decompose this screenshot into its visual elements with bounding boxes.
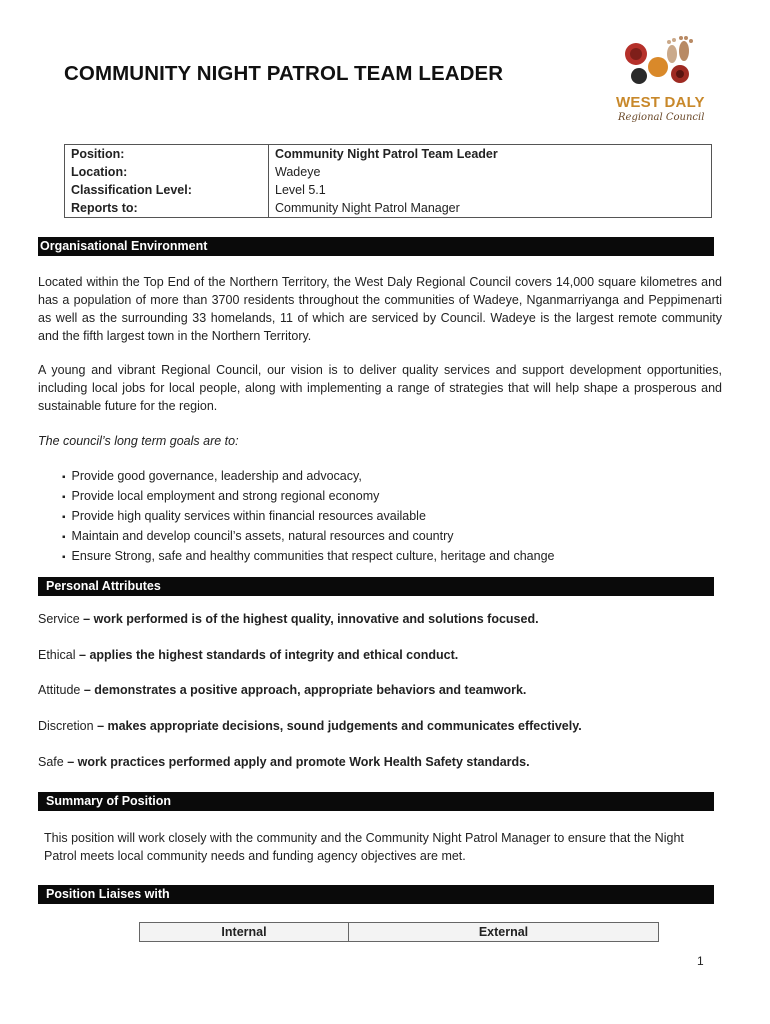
detail-value: Wadeye [269,163,712,181]
goals-list [62,467,554,567]
list-item: ▪ Provide high quality services within financial resources available [62,507,554,527]
attribute-attitude [38,683,526,697]
table-row [65,163,712,181]
detail-label: Location: [65,163,269,181]
table-row [140,923,659,942]
attribute-term: Service [38,612,80,626]
table-row [65,181,712,199]
detail-value: Community Night Patrol Team Leader [269,145,712,164]
attribute-desc: – work practices performed apply and promote Work Health Safety standards. [67,755,530,769]
attribute-desc: – makes appropriate decisions, sound judgements and communicates effectively. [97,719,582,733]
footprints-logo-icon [618,34,698,96]
attribute-safe [38,755,530,769]
page-number: 1 [697,954,704,968]
section-header-personal-attributes [38,577,714,596]
list-item: ▪ Provide local employment and strong regional economy [62,487,554,507]
detail-value: Community Night Patrol Manager [269,199,712,218]
attribute-term: Ethical [38,648,76,662]
org-paragraph-1: Located within the Top End of the Northern Territory, the West Daly Regional Council covers 14,000 square kilometres and has a population of more than 3700 residents throughout the communities of Wadeye, Nganmarriyanga and Peppimenarti as well as the surrounding 33 homelands, 11 of which are serviced by Council. Wadeye is the largest remote community and the fifth largest town in the Northern Territory. [38,275,722,343]
attribute-desc: – applies the highest standards of integrity and ethical conduct. [79,648,459,662]
attribute-desc: – demonstrates a positive approach, appropriate behaviors and teamwork. [83,683,527,697]
council-logo [606,34,710,126]
attribute-term: Discretion [38,719,94,733]
section-header-summary [38,792,714,811]
list-item: ▪ Maintain and develop council’s assets, natural resources and country [62,527,554,547]
detail-label: Classification Level: [65,181,269,199]
summary-text: This position will work closely with the community and the Community Night Patrol Manager to ensure that the Night Patrol meets local community needs and funding agency objectives are met. [44,831,684,863]
attribute-ethical [38,648,458,662]
section-title: Position Liaises with [46,887,170,901]
list-item: ▪ Provide good governance, leadership and advocacy, [62,467,554,487]
section-title: Organisational Environment [40,239,208,253]
detail-value: Level 5.1 [269,181,712,199]
section-header-liaises [38,885,714,904]
section-title: Summary of Position [46,794,172,808]
table-row [65,199,712,218]
position-details-table [64,144,712,218]
attribute-discretion [38,719,582,733]
column-header-external: External [349,923,659,942]
list-item: ▪ Ensure Strong, safe and healthy communities that respect culture, heritage and change [62,547,554,567]
goals-intro: The council’s long term goals are to: [38,434,239,448]
attribute-desc: – work performed is of the highest quality, innovative and solutions focused. [83,612,539,626]
column-header-internal: Internal [140,923,349,942]
page-title: COMMUNITY NIGHT PATROL TEAM LEADER [64,62,504,85]
logo-name: WEST DALY [616,94,705,111]
attribute-term: Safe [38,755,64,769]
logo-subtitle: Regional Council [618,112,705,123]
attribute-term: Attitude [38,683,81,697]
attribute-service [38,612,539,626]
liaise-table [139,922,659,942]
section-title: Personal Attributes [46,579,161,593]
table-row [65,145,712,164]
section-header-org-environment [38,237,714,256]
detail-label: Position: [65,145,269,164]
detail-label: Reports to: [65,199,269,218]
org-paragraph-2: A young and vibrant Regional Council, our vision is to deliver quality services and support development opportunities, including local jobs for local people, along with implementing a range of strategies that will help shape a prosperous and sustainable future for the region. [38,363,722,413]
